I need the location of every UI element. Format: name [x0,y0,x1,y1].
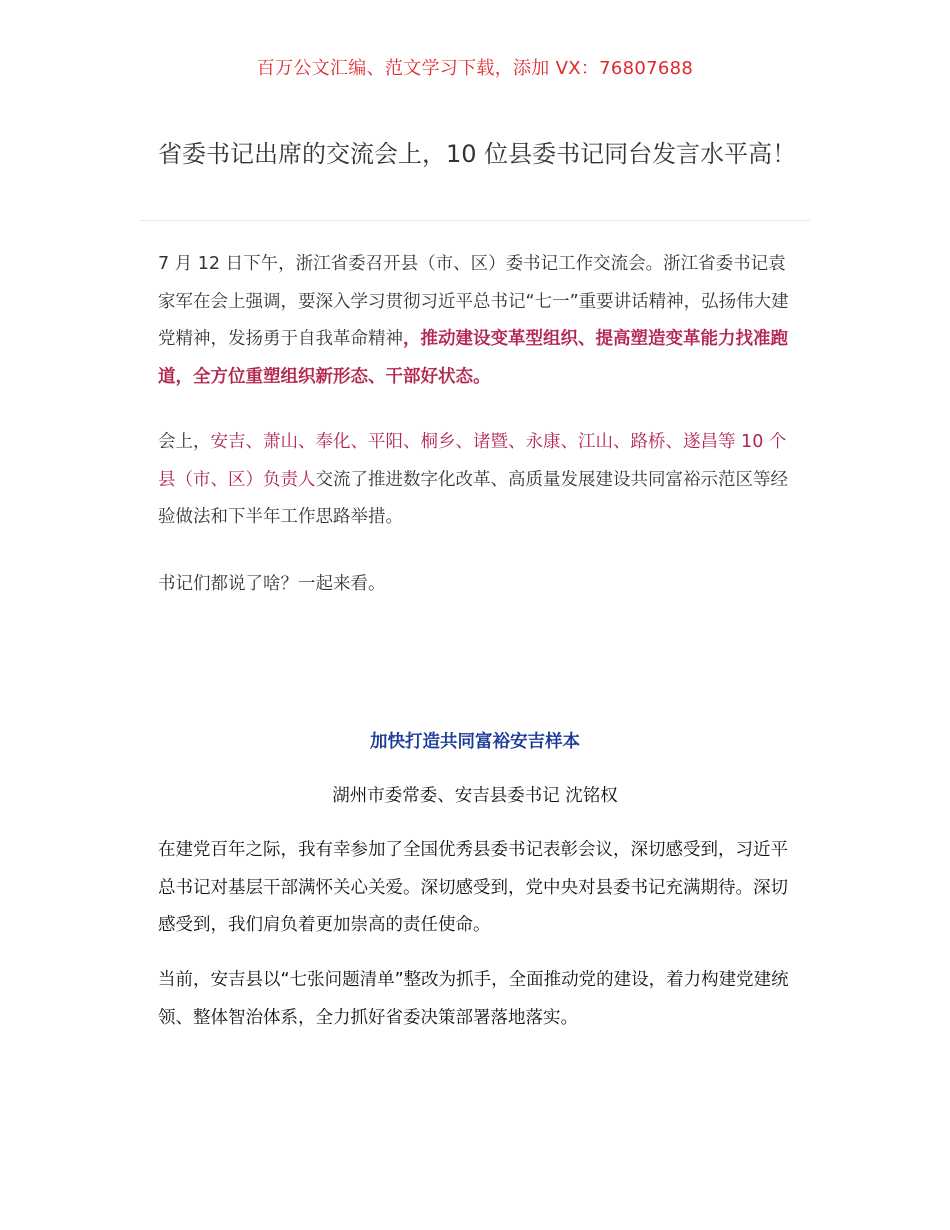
meeting-tail-text: 交流了推进数字化改革、高质量发展建设共同富裕示范区等经验做法和下半年工作思路举措。 [158,469,788,527]
section-paragraph: 当前，安吉县以“七张问题清单”整改为抓手，全面推动党的建设，着力构建党建统领、整体智治体系，全力抓好省委决策部署落地落实。 [158,970,789,1028]
intro-paragraph [158,246,790,396]
meeting-paragraph [158,424,790,537]
intro-highlight-text: ，推动建设变革型组织、提高塑造变革能力找准跑道，全方位重塑组织新形态、干部好状态。 [158,329,788,387]
meeting-highlight-text: 安吉、萧山、奉化、平阳、桐乡、诸暨、永康、江山、路桥、遂昌等 10 个县（市、区）负责人 [158,432,787,490]
section-byline: 湖州市委常委、安吉县委书记 沈铭权 [332,786,618,806]
section-title: 加快打造共同富裕安吉样本 [370,732,580,752]
article-title: 省委书记出席的交流会上，10 位县委书记同台发言水平高！ [158,140,797,168]
transition-paragraph: 书记们都说了啥？一起来看。 [158,574,386,594]
title-divider [140,220,810,221]
intro-lead-text: 7 月 12 日下午，浙江省委召开县（市、区）委书记工作交流会。浙江省委书记袁家军在会上强调，要深入学习贯彻习近平总书记“七一”重要讲话精神，弘扬伟大建党精神，发扬勇于自我革命精神 [158,254,789,349]
promo-banner: 百万公文汇编、范文学习下载，添加 VX：76807688 [256,58,694,79]
section-paragraph: 在建党百年之际，我有幸参加了全国优秀县委书记表彰会议，深切感受到，习近平总书记对基层干部满怀关心关爱。深切感受到，党中央对县委书记充满期待。深切感受到，我们肩负着更加崇高的责任使命。 [158,840,788,935]
meeting-lead-text: 会上， [158,432,211,452]
